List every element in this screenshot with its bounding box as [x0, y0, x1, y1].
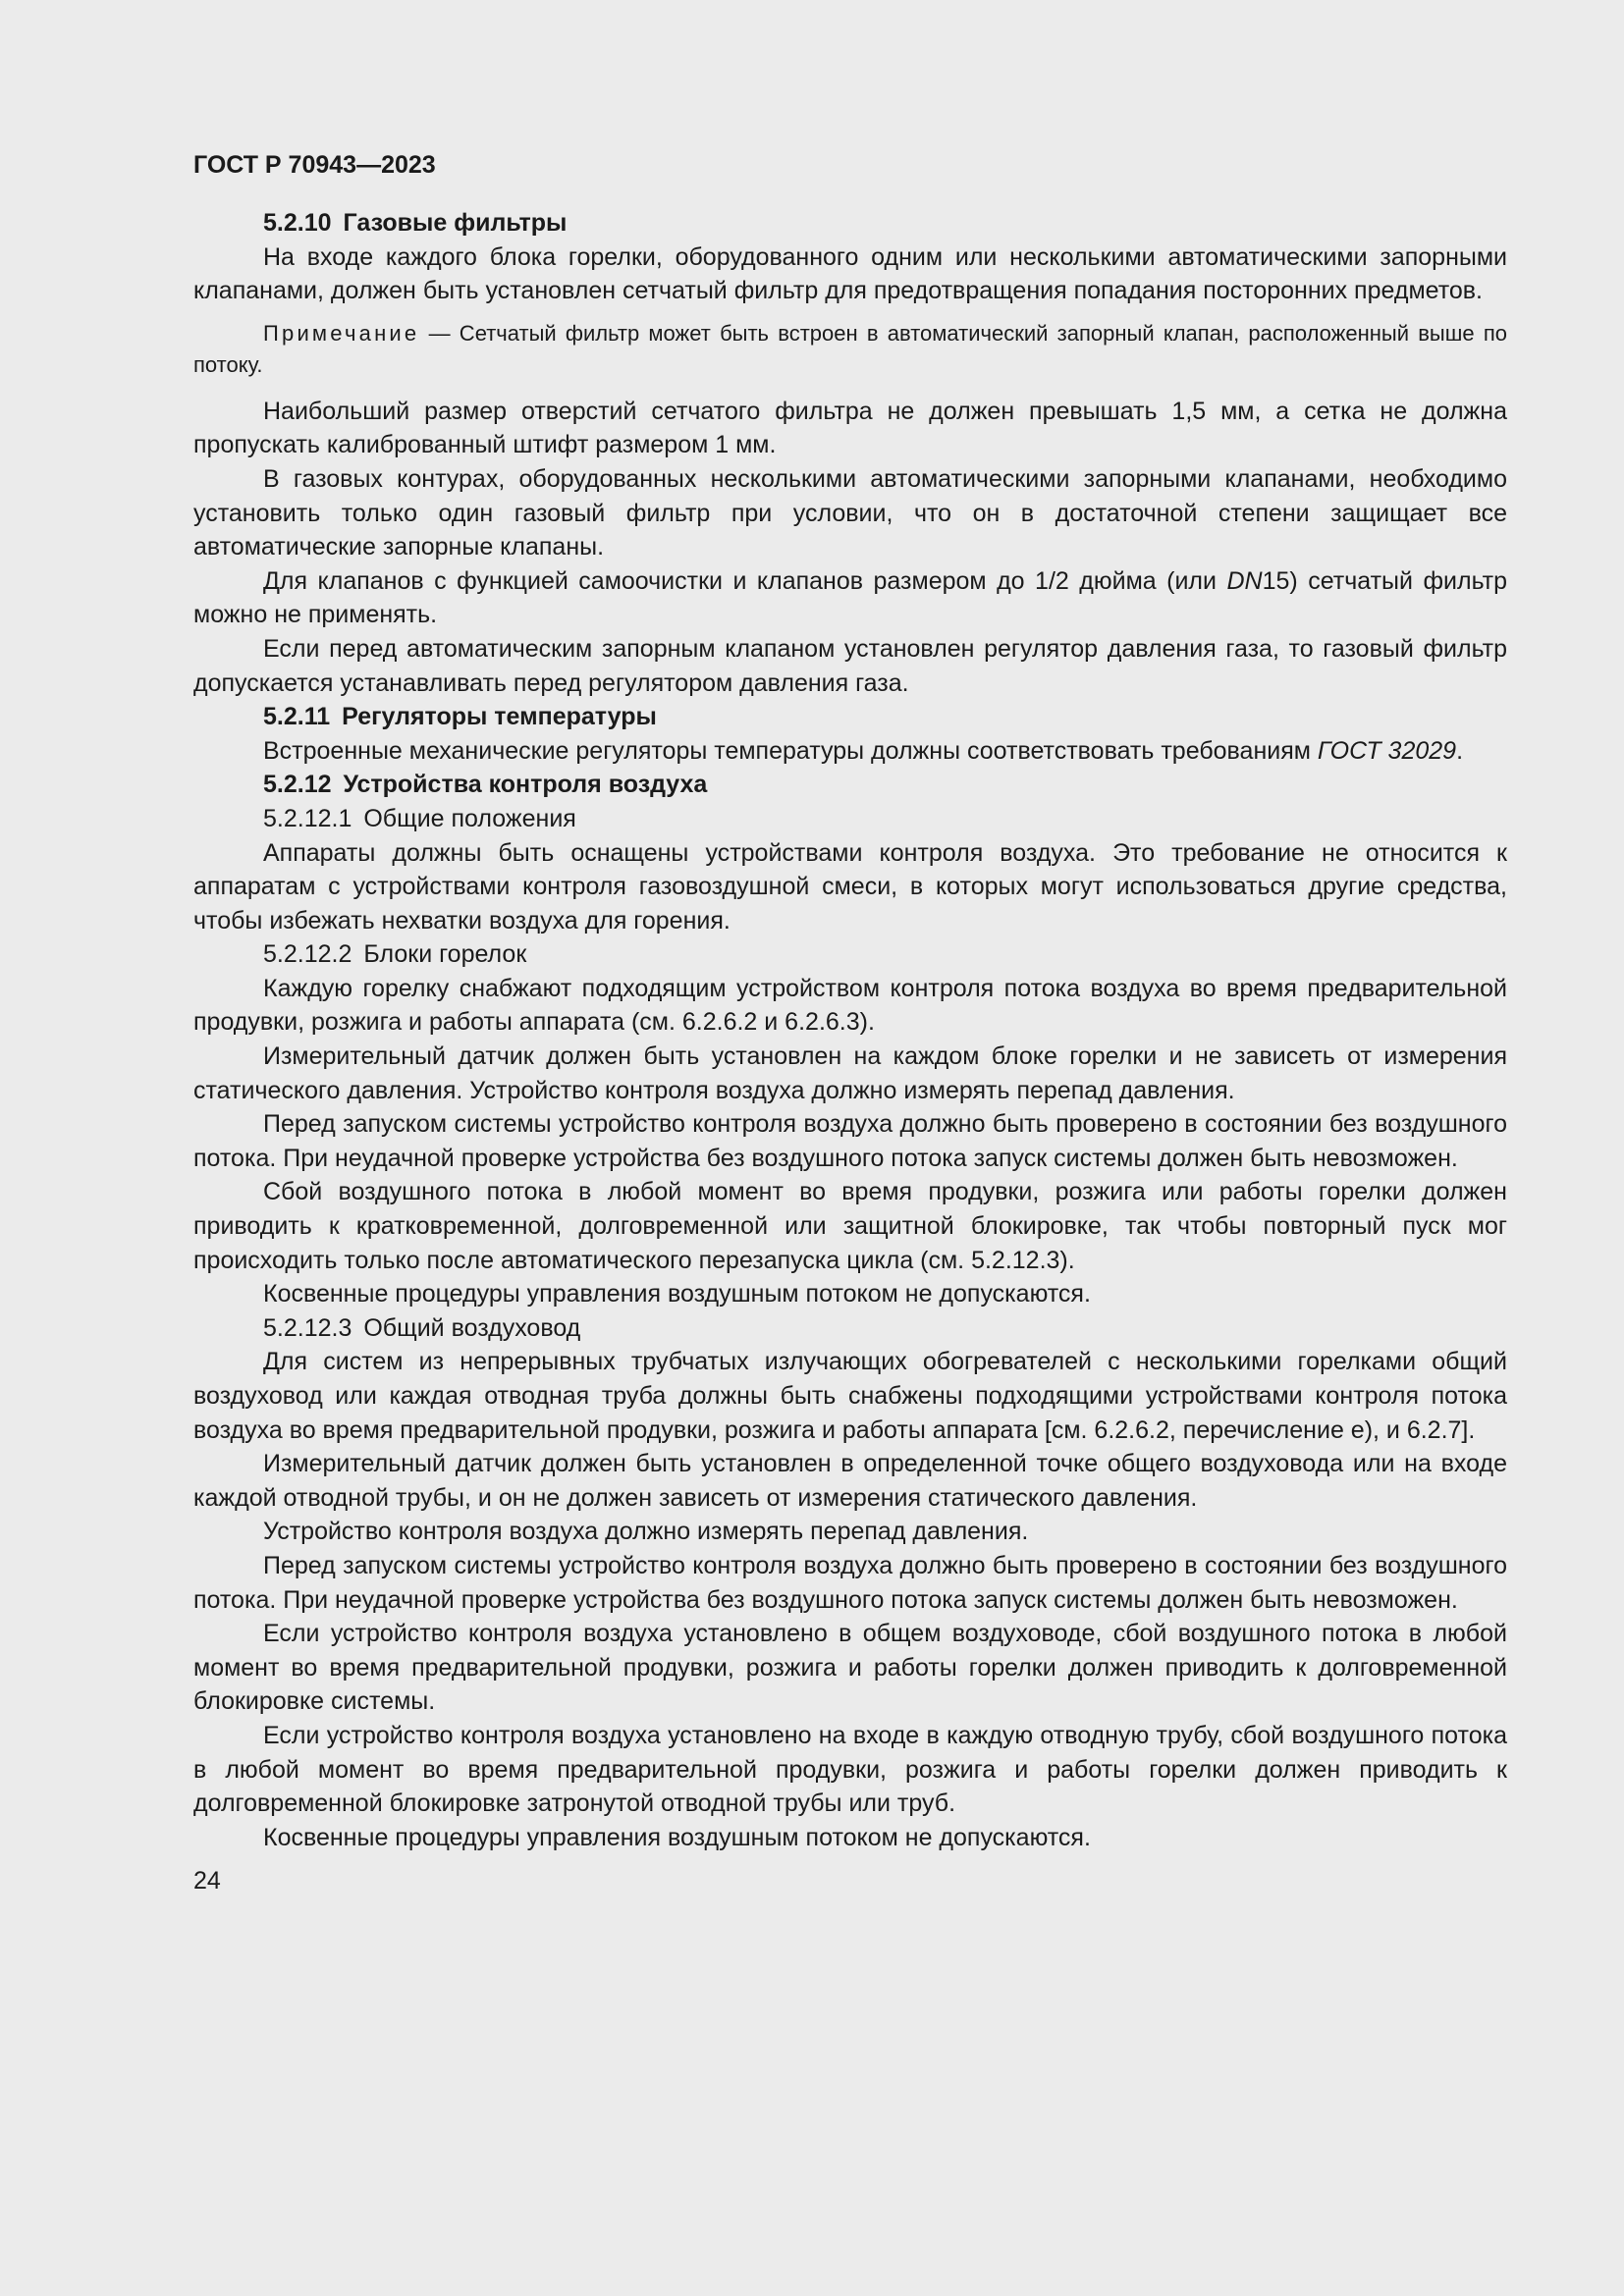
paragraph: Наибольший размер отверстий сетчатого фильтра не должен превышать 1,5 мм, а сетка не должна пропускать калиброванный штифт размером 1 мм. [193, 397, 1507, 459]
subsection-heading-5-2-12-3 [193, 1311, 1507, 1346]
paragraph: Измерительный датчик должен быть установлен в определенной точке общего воздуховода или на входе каждой отводной трубы, и он не должен зависеть от измерения статического давления. [193, 1450, 1507, 1512]
section-number: 5.2.11 [263, 703, 331, 731]
paragraph: Косвенные процедуры управления воздушным потоком не допускаются. [263, 1280, 1091, 1308]
note-text: — Сетчатый фильтр может быть встроен в автоматический запорный клапан, расположенный выше по потоку. [193, 320, 1507, 377]
paragraph: Каждую горелку снабжают подходящим устройством контроля потока воздуха во время предварительной продувки, розжига и работы аппарата (см. 6.2.6.2 и 6.2.6.3). [193, 974, 1507, 1037]
paragraph: Перед запуском системы устройство контроля воздуха должно быть проверено в состоянии без воздушного потока. При неудачной проверке устройства без воздушного потока запуск системы должен быть невозможен. [193, 1551, 1507, 1614]
subsection-number: 5.2.12.3 [263, 1313, 352, 1342]
paragraph: Устройство контроля воздуха должно измерять перепад давления. [263, 1518, 1029, 1546]
paragraph: Аппараты должны быть оснащены устройствами контроля воздуха. Это требование не относится к аппаратам с устройствами контроля газовоздушной смеси, в которых могут использоваться другие средства, чтобы избежать нехватки воздуха для горения. [193, 838, 1507, 934]
subsection-title: Общий воздуховод [363, 1313, 581, 1342]
subsection-heading-5-2-12-1 [193, 802, 1507, 836]
document-page [193, 143, 1507, 1897]
page-number: 24 [193, 1867, 221, 1896]
paragraph: Перед запуском системы устройство контроля воздуха должно быть проверено в состоянии без воздушного потока. При неудачной проверке устройства без воздушного потока запуск системы должен быть невозможен. [193, 1110, 1507, 1172]
paragraph: Если устройство контроля воздуха установлено в общем воздуховоде, сбой воздушного потока в любой момент во время предварительной продувки, розжига и работы горелки должен приводить к долговременной блокировке системы. [193, 1620, 1507, 1716]
paragraph: Если перед автоматическим запорным клапаном установлен регулятор давления газа, то газовый фильтр допускается устанавливать перед регулятором давления газа. [193, 634, 1507, 697]
subsection-title: Общие положения [363, 804, 576, 832]
paragraph-text: Встроенные механические регуляторы температуры должны соответствовать требованиям [263, 736, 1318, 765]
document-header: ГОСТ Р 70943—2023 [193, 151, 436, 179]
paragraph: Если устройство контроля воздуха установлено на входе в каждую отводную трубу, сбой воздушного потока в любой момент во время предварительной продувки, розжига и работы горелки должен приводить к долговременной блокировке затронутой отводной трубы или труб. [193, 1721, 1507, 1818]
dn-term: DN [1226, 566, 1263, 595]
subsection-number: 5.2.12.2 [263, 940, 352, 969]
paragraph: Сбой воздушного потока в любой момент во время продувки, розжига или работы горелки должен приводить к кратковременной, долговременной или защитной блокировке, так чтобы повторный пуск мог происходить только после автоматического перезапуска цикла (см. 5.2.12.3). [193, 1178, 1507, 1274]
section-title: Устройства контроля воздуха [343, 771, 708, 799]
section-title: Регуляторы температуры [342, 703, 657, 731]
paragraph: На входе каждого блока горелки, оборудованного одним или несколькими автоматическими запорными клапанами, должен быть установлен сетчатый фильтр для предотвращения попадания посторонних предметов. [193, 242, 1507, 305]
section-number: 5.2.10 [263, 209, 332, 237]
document-body [193, 206, 1507, 1854]
paragraph: Косвенные процедуры управления воздушным потоком не допускаются. [263, 1823, 1091, 1851]
section-heading-5-2-10 [193, 206, 1507, 240]
paragraph-text: 15) сетчатый фильтр можно не применять. [193, 566, 1507, 629]
paragraph-text: . [1456, 736, 1464, 765]
note [193, 318, 1507, 381]
section-heading-5-2-12 [193, 768, 1507, 802]
paragraph-text: Для клапанов с функцией самоочистки и клапанов размером до 1/2 дюйма (или [263, 566, 1227, 595]
standard-reference: ГОСТ 32029 [1317, 736, 1457, 765]
section-title: Газовые фильтры [343, 209, 568, 237]
paragraph: В газовых контурах, оборудованных несколькими автоматическими запорными клапанами, необходимо установить только один газовый фильтр при условии, что он в достаточной степени защищает все автоматические запорные клапаны. [193, 464, 1507, 561]
section-number: 5.2.12 [263, 771, 332, 799]
subsection-number: 5.2.12.1 [263, 804, 352, 832]
paragraph [193, 564, 1507, 632]
note-label: Примечание [263, 320, 420, 346]
subsection-heading-5-2-12-2 [193, 937, 1507, 972]
paragraph [193, 734, 1507, 769]
subsection-title: Блоки горелок [363, 940, 527, 969]
paragraph: Для систем из непрерывных трубчатых излучающих обогревателей с несколькими горелками общий воздуховод или каждая отводная труба должны быть снабжены подходящими устройствами контроля потока воздуха во время предварительной продувки, розжига и работы аппарата [см. 6.2.6.2, перечисление е), и 6.2.7]. [193, 1348, 1507, 1444]
paragraph: Измерительный датчик должен быть установлен на каждом блоке горелки и не зависеть от измерения статического давления. Устройство контроля воздуха должно измерять перепад давления. [193, 1042, 1507, 1104]
section-heading-5-2-11 [193, 700, 1507, 734]
